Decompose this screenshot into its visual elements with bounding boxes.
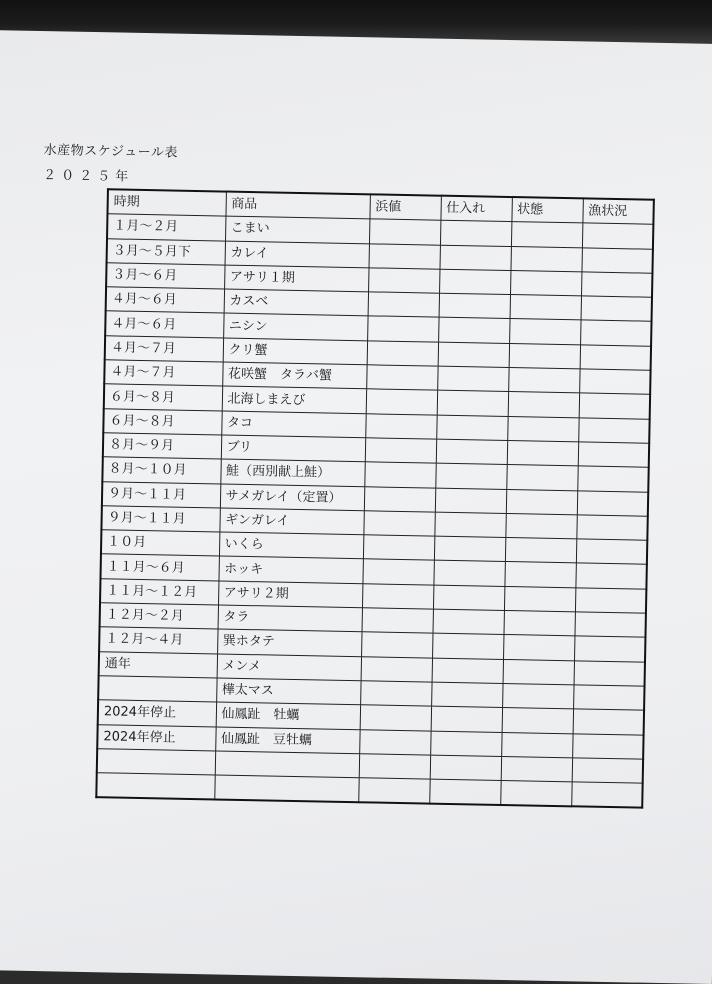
product-cell: メンメ: [217, 654, 361, 681]
purchase-cell: [432, 609, 503, 635]
header-condition: 状態: [511, 197, 582, 223]
fishing-status-cell: [571, 782, 642, 808]
purchase-cell: [433, 561, 504, 587]
condition-cell: [509, 343, 580, 369]
fishing-status-cell: [574, 612, 645, 638]
purchase-cell: [439, 269, 510, 295]
product-cell: アサリ２期: [218, 581, 362, 608]
condition-cell: [505, 538, 576, 564]
fishing-status-cell: [572, 758, 643, 784]
product-cell: 仙鳳趾 牡蠣: [216, 702, 360, 729]
document-year: ２０２５年: [43, 168, 134, 185]
beach-price-cell: [360, 681, 431, 707]
period-cell: １１月～１２月: [100, 578, 218, 605]
product-cell: クリ蟹: [223, 338, 367, 365]
purchase-cell: [430, 755, 501, 781]
period-cell: １０月: [101, 530, 219, 557]
period-cell: 2024年停止: [97, 724, 215, 751]
purchase-cell: [437, 366, 508, 392]
purchase-cell: [433, 585, 504, 611]
condition-cell: [502, 683, 573, 709]
fishing-status-cell: [580, 320, 651, 346]
fishing-status-cell: [577, 490, 648, 516]
header-purchase: 仕入れ: [440, 196, 511, 222]
fishing-status-cell: [576, 539, 647, 565]
period-cell: １月～２月: [107, 214, 225, 241]
purchase-cell: [438, 342, 509, 368]
period-cell: ６月～８月: [104, 384, 222, 411]
purchase-cell: [429, 779, 500, 805]
period-cell: ４月～６月: [106, 287, 224, 314]
beach-price-cell: [358, 778, 429, 804]
condition-cell: [502, 708, 573, 734]
beach-price-cell: [364, 486, 435, 512]
purchase-cell: [439, 293, 510, 319]
table-body: [96, 214, 653, 808]
condition-cell: [506, 465, 577, 491]
fishing-status-cell: [575, 588, 646, 614]
purchase-cell: [435, 463, 506, 489]
purchase-cell: [437, 391, 508, 417]
beach-price-cell: [364, 462, 435, 488]
period-cell: [97, 749, 215, 776]
beach-price-cell: [363, 511, 434, 537]
period-cell: １２月～２月: [100, 603, 218, 630]
schedule-table: [95, 188, 655, 809]
fishing-status-cell: [579, 393, 650, 419]
beach-price-cell: [365, 413, 436, 439]
beach-price-cell: [367, 341, 438, 367]
fishing-status-cell: [578, 418, 649, 444]
fishing-status-cell: [581, 247, 652, 273]
product-cell: ブリ: [221, 435, 365, 462]
condition-cell: [503, 659, 574, 685]
period-cell: ９月～１１月: [102, 481, 220, 508]
purchase-cell: [440, 220, 511, 246]
period-cell: [98, 676, 216, 703]
beach-price-cell: [359, 729, 430, 755]
document-title: 水産物スケジュール表: [43, 143, 179, 161]
product-cell: 仙鳳趾 豆牡蠣: [215, 726, 359, 753]
product-cell: [215, 751, 359, 778]
purchase-cell: [438, 318, 509, 344]
beach-price-cell: [366, 389, 437, 415]
condition-cell: [510, 295, 581, 321]
condition-cell: [501, 732, 572, 758]
header-period: 時期: [107, 189, 225, 216]
period-cell: ８月～９月: [103, 433, 221, 460]
purchase-cell: [434, 536, 505, 562]
beach-price-cell: [369, 243, 440, 269]
product-cell: アサリ１期: [224, 265, 368, 292]
condition-cell: [508, 368, 579, 394]
condition-cell: [504, 562, 575, 588]
purchase-cell: [431, 682, 502, 708]
fishing-status-cell: [573, 685, 644, 711]
purchase-cell: [434, 512, 505, 538]
fishing-status-cell: [582, 223, 653, 249]
product-cell: いくら: [219, 532, 363, 559]
beach-price-cell: [366, 365, 437, 391]
beach-price-cell: [362, 608, 433, 634]
beach-price-cell: [361, 632, 432, 658]
beach-price-cell: [360, 705, 431, 731]
period-cell: １２月～４月: [99, 627, 217, 654]
beach-price-cell: [363, 535, 434, 561]
condition-cell: [507, 416, 578, 442]
product-cell: 花咲蟹 タラバ蟹: [222, 362, 366, 389]
period-cell: １１月～６月: [100, 554, 218, 581]
fishing-status-cell: [577, 466, 648, 492]
product-cell: タコ: [221, 411, 365, 438]
beach-price-cell: [367, 316, 438, 342]
fishing-status-cell: [581, 296, 652, 322]
condition-cell: [511, 222, 582, 248]
beach-price-cell: [369, 219, 440, 245]
period-cell: 2024年停止: [98, 700, 216, 727]
product-cell: カレイ: [225, 241, 369, 268]
condition-cell: [508, 392, 579, 418]
condition-cell: [510, 270, 581, 296]
condition-cell: [501, 756, 572, 782]
condition-cell: [503, 635, 574, 661]
fishing-status-cell: [580, 345, 651, 371]
product-cell: [214, 775, 358, 803]
purchase-cell: [432, 633, 503, 659]
period-cell: ４月～７月: [105, 336, 223, 363]
period-cell: ３月～５月下: [107, 238, 225, 265]
product-cell: ニシン: [223, 314, 367, 341]
condition-cell: [506, 489, 577, 515]
purchase-cell: [431, 706, 502, 732]
paper-sheet: [0, 30, 712, 984]
period-cell: ４月～７月: [104, 360, 222, 387]
period-cell: ９月～１１月: [101, 506, 219, 533]
product-cell: こまい: [225, 216, 369, 243]
product-cell: サメガレイ（定置）: [220, 484, 364, 511]
fishing-status-cell: [581, 272, 652, 298]
product-cell: 鮭（西別献上鮭）: [220, 459, 364, 486]
period-cell: 通年: [99, 651, 217, 678]
beach-price-cell: [359, 754, 430, 780]
fishing-status-cell: [574, 636, 645, 662]
beach-price-cell: [362, 559, 433, 585]
product-cell: 樺太マス: [216, 678, 360, 705]
product-cell: ホッキ: [218, 556, 362, 583]
fishing-status-cell: [578, 442, 649, 468]
purchase-cell: [430, 731, 501, 757]
condition-cell: [503, 611, 574, 637]
product-cell: カスベ: [224, 289, 368, 316]
header-fishing-status: 漁状況: [582, 198, 653, 224]
condition-cell: [500, 781, 571, 807]
condition-cell: [509, 319, 580, 345]
fishing-status-cell: [579, 369, 650, 395]
purchase-cell: [432, 658, 503, 684]
condition-cell: [504, 586, 575, 612]
product-cell: 巽ホタテ: [217, 629, 361, 656]
purchase-cell: [435, 488, 506, 514]
fishing-status-cell: [573, 709, 644, 735]
period-cell: ３月～６月: [106, 263, 224, 290]
header-product: 商品: [225, 192, 369, 220]
purchase-cell: [436, 415, 507, 441]
condition-cell: [510, 246, 581, 272]
beach-price-cell: [362, 584, 433, 610]
product-cell: ギンガレイ: [219, 508, 363, 535]
product-cell: 北海しまえび: [222, 386, 366, 413]
period-cell: ４月～６月: [105, 311, 223, 338]
header-beach-price: 浜値: [369, 194, 440, 220]
purchase-cell: [436, 439, 507, 465]
fishing-status-cell: [574, 660, 645, 686]
period-cell: ６月～８月: [103, 408, 221, 435]
product-cell: タラ: [218, 605, 362, 632]
condition-cell: [507, 440, 578, 466]
beach-price-cell: [368, 292, 439, 318]
beach-price-cell: [368, 268, 439, 294]
condition-cell: [505, 513, 576, 539]
period-cell: ８月～１０月: [102, 457, 220, 484]
beach-price-cell: [361, 656, 432, 682]
purchase-cell: [439, 245, 510, 271]
fishing-status-cell: [572, 733, 643, 759]
fishing-status-cell: [575, 563, 646, 589]
fishing-status-cell: [576, 515, 647, 541]
period-cell: [96, 773, 214, 800]
beach-price-cell: [365, 438, 436, 464]
